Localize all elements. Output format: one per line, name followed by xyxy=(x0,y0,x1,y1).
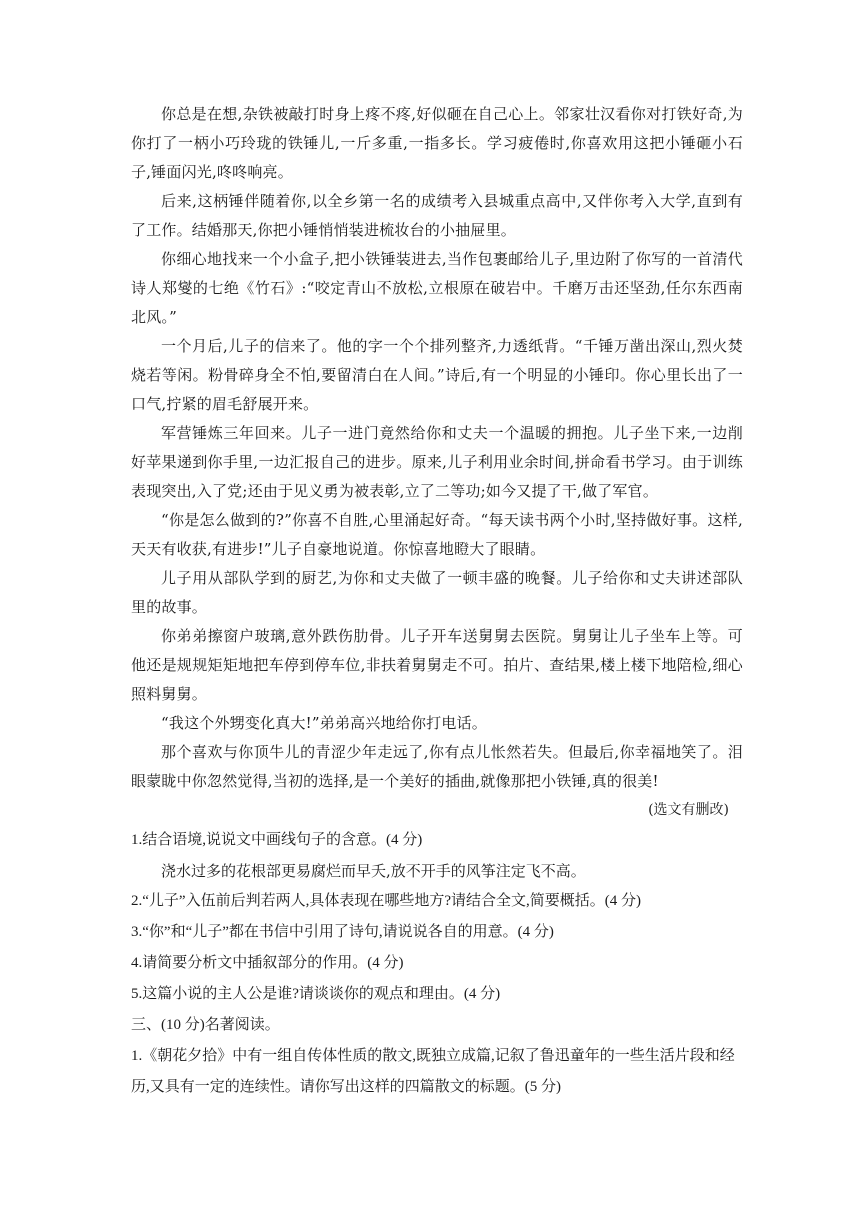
source-note: (选文有删改) xyxy=(648,802,729,818)
story-paragraph-3: 你细心地找来一个小盒子,把小铁锤装进去,当作包裹邮给儿子,里边附了你写的一首清代诗人郑燮的七绝《竹石》:“咬定青山不放松,立根原在破岩中。千磨万击还坚劲,任尔东西南北风。” xyxy=(131,250,743,326)
section-3-question-1: 1.《朝花夕拾》中有一组自传体性质的散文,既独立成篇,记叙了鲁迅童年的一些生活片段和经历,又具有一定的连续性。请你写出这样的四篇散文的标题。(5 分) xyxy=(131,1048,735,1095)
story-paragraph-5: 军营锤炼三年回来。儿子一进门竟然给你和丈夫一个温暖的拥抱。儿子坐下来,一边削好苹果递到你手里,一边汇报自己的进步。原来,儿子利用业余时间,拼命看书学习。由于训练表现突出,入了党;还由于见义勇为被表彰,立了二等功;如今又提了干,做了军官。 xyxy=(131,424,743,500)
story-paragraph-10: 那个喜欢与你顶牛儿的青涩少年走远了,你有点儿怅然若失。但最后,你幸福地笑了。泪眼蒙眬中你忽然觉得,当初的选择,是一个美好的插曲,就像那把小铁锤,真的很美! xyxy=(131,743,743,790)
story-paragraph-2: 后来,这柄锤伴随着你,以全乡第一名的成绩考入县城重点高中,又伴你考入大学,直到有了工作。结婚那天,你把小锤悄悄装进梳妆台的小抽屉里。 xyxy=(131,192,743,239)
story-paragraph-6: “你是怎么做到的?”你喜不自胜,心里涌起好奇。“每天读书两个小时,坚持做好事。这样,天天有收获,有进步!”儿子自豪地说道。你惊喜地瞪大了眼睛。 xyxy=(131,511,743,558)
document-page xyxy=(131,100,743,1103)
question-5: 5.这篇小说的主人公是谁?请谈谈你的观点和理由。(4 分) xyxy=(131,986,501,1002)
underlined-sentence-quote: 浇水过多的花根部更易腐烂而早夭,放不开手的风筝注定飞不高。 xyxy=(161,862,586,880)
story-paragraph-8: 你弟弟擦窗户玻璃,意外跌伤肋骨。儿子开车送舅舅去医院。舅舅让儿子坐车上等。可他还是规规矩矩地把车停到停车位,非扶着舅舅走不可。拍片、查结果,楼上楼下地陪检,细心照料舅舅。 xyxy=(131,627,743,703)
question-4: 4.请简要分析文中插叙部分的作用。(4 分) xyxy=(131,955,404,971)
story-paragraph-7: 儿子用从部队学到的厨艺,为你和丈夫做了一顿丰盛的晚餐。儿子给你和丈夫讲述部队里的故事。 xyxy=(131,569,743,616)
question-3: 3.“你”和“儿子”都在书信中引用了诗句,请说说各自的用意。(4 分) xyxy=(131,924,554,940)
question-2: 2.“儿子”入伍前后判若两人,具体表现在哪些地方?请结合全文,简要概括。(4 分) xyxy=(131,893,641,909)
story-paragraph-1: 你总是在想,杂铁被敲打时身上疼不疼,好似砸在自己心上。邻家壮汉看你对打铁好奇,为你打了一柄小巧玲珑的铁锤儿,一斤多重,一指多长。学习疲倦时,你喜欢用这把小锤砸小石子,锤面闪光,咚咚响亮。 xyxy=(131,105,743,181)
story-paragraph-9: “我这个外甥变化真大!”弟弟高兴地给你打电话。 xyxy=(161,714,487,732)
question-1: 1.结合语境,说说文中画线句子的含意。(4 分) xyxy=(131,832,423,848)
story-paragraph-4: 一个月后,儿子的信来了。他的字一个个排列整齐,力透纸背。“千锤万凿出深山,烈火焚烧若等闲。粉骨碎身全不怕,要留清白在人间。”诗后,有一个明显的小锤印。你心里长出了一口气,拧紧的眉毛舒展开来。 xyxy=(131,337,743,413)
section-3-heading: 三、(10 分)名著阅读。 xyxy=(131,1017,280,1033)
